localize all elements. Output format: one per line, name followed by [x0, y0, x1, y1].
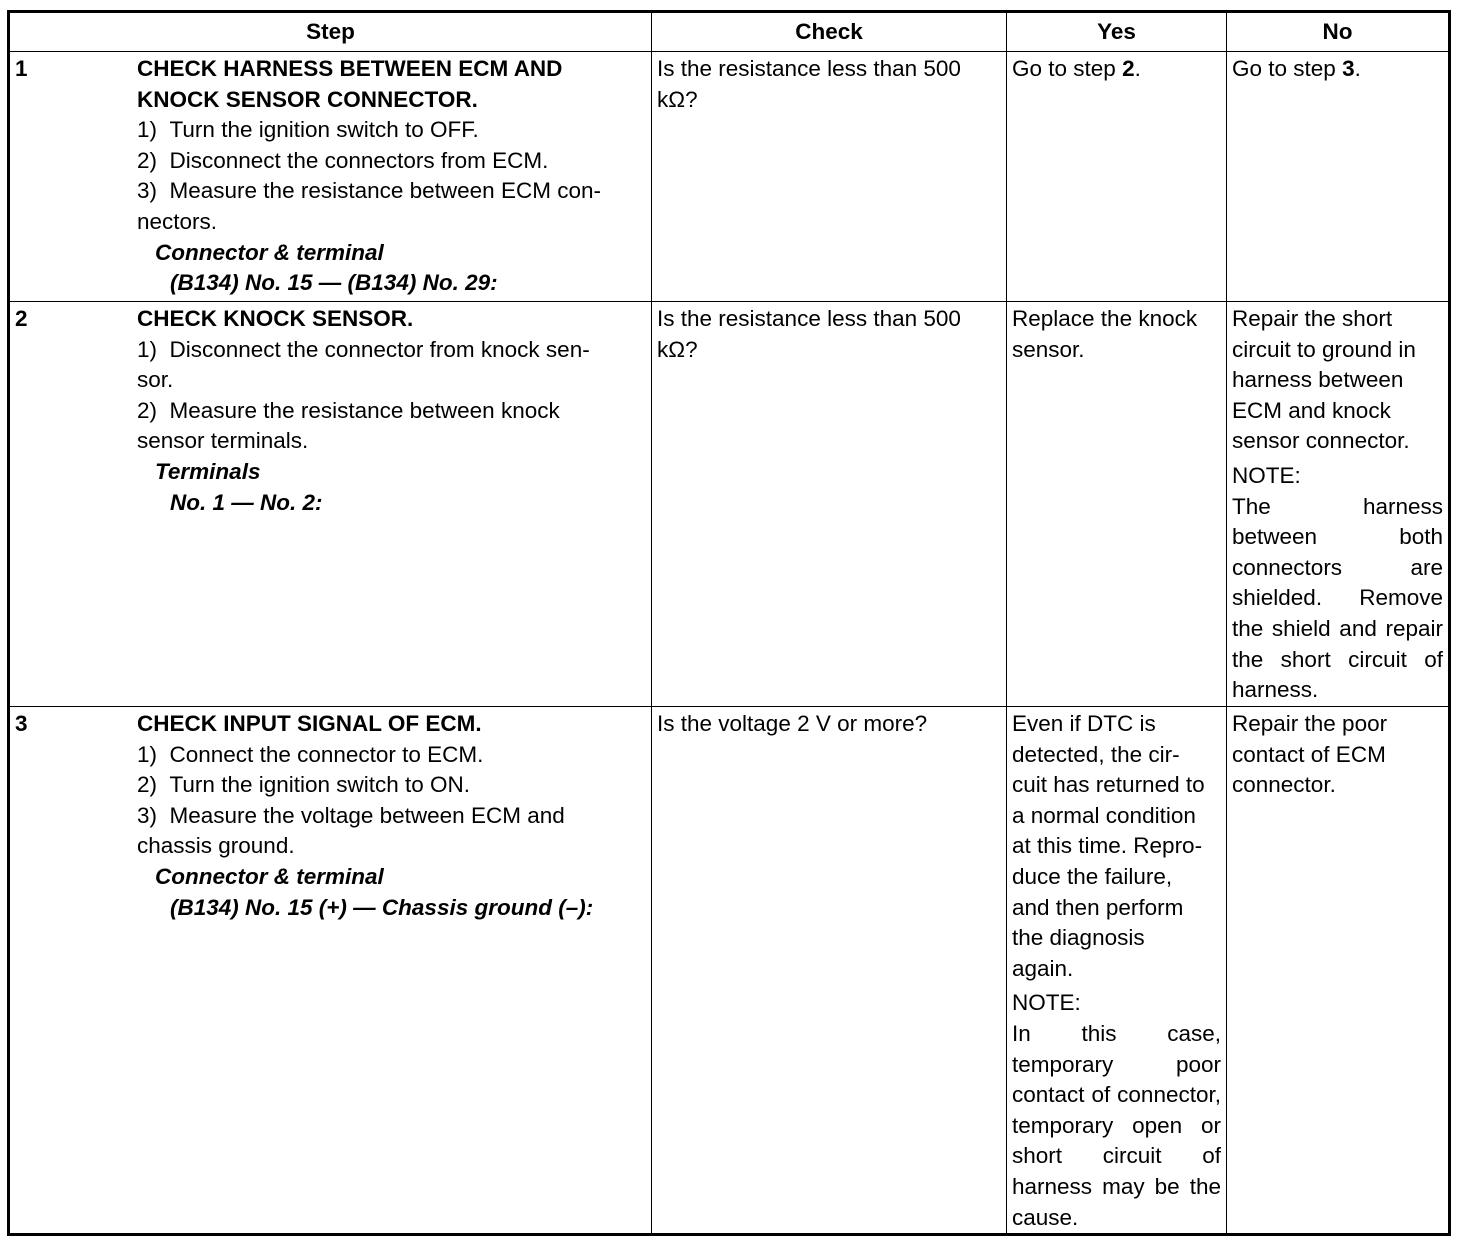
yes-text: Even if DTC is: [1012, 711, 1156, 736]
note-text: In this case, temporary poor contact of connector, temporary open or short circuit of harness may be the cause.: [1012, 1020, 1221, 1230]
yes-text: duce the failure,: [1012, 863, 1173, 889]
check-text: Is the resistance less than 500: [657, 56, 961, 81]
no-text: Go to step: [1232, 56, 1343, 81]
sub-label: Connector & terminal: [155, 863, 384, 889]
diagnostic-table: [7, 10, 1451, 1236]
no-cell: [1227, 52, 1450, 302]
yes-text: again.: [1012, 955, 1074, 981]
step-title: CHECK INPUT SIGNAL OF ECM.: [137, 711, 482, 736]
step-number: 2: [15, 306, 28, 331]
instruction: 2) Measure the resistance between knock: [137, 397, 560, 423]
check-text: Is the resistance less than 500: [657, 306, 961, 331]
step-number: 1: [15, 56, 28, 81]
instruction: sensor terminals.: [137, 428, 309, 454]
instruction: 3) Measure the voltage between ECM and: [137, 802, 565, 828]
instruction: nectors.: [137, 208, 218, 234]
no-step-ref: 3: [1342, 56, 1355, 81]
table-row: [9, 52, 1450, 302]
sub-value: No. 1 — No. 2:: [170, 489, 323, 515]
yes-cell: [1007, 707, 1227, 1235]
header-step: Step: [9, 12, 652, 52]
check-text: Is the voltage 2 V or more?: [657, 711, 928, 736]
sub-value: (B134) No. 15 (+) — Chassis ground (–):: [170, 894, 594, 920]
header-check: Check: [652, 12, 1007, 52]
note-label: NOTE:: [1012, 990, 1081, 1016]
no-text: contact of ECM: [1232, 741, 1386, 767]
instruction: 1) Disconnect the connector from knock sen-: [137, 336, 590, 362]
no-text: circuit to ground in: [1232, 336, 1416, 362]
no-cell: [1227, 302, 1450, 707]
yes-cell: [1007, 52, 1227, 302]
step-cell: [9, 707, 652, 1235]
instruction: 1) Turn the ignition switch to OFF.: [137, 117, 479, 143]
yes-suffix: .: [1134, 56, 1141, 81]
header-no: No: [1227, 12, 1450, 52]
no-text: ECM and knock: [1232, 397, 1391, 423]
note-label: NOTE:: [1232, 462, 1301, 488]
yes-text: cuit has returned to: [1012, 772, 1205, 798]
yes-text: the diagnosis: [1012, 925, 1145, 951]
header-row: [9, 12, 1450, 52]
yes-text: Replace the knock: [1012, 306, 1198, 331]
instruction: 2) Disconnect the connectors from ECM.: [137, 147, 549, 173]
yes-text: a normal condition: [1012, 802, 1196, 828]
no-text: sensor connector.: [1232, 428, 1410, 454]
instruction: chassis ground.: [137, 833, 295, 859]
no-text: connector.: [1232, 772, 1336, 798]
check-text: kΩ?: [657, 86, 698, 112]
step-cell: [9, 52, 652, 302]
table-row: [9, 707, 1450, 1235]
step-cell: [9, 302, 652, 707]
yes-text: and then perform: [1012, 894, 1184, 920]
instruction: 3) Measure the resistance between ECM con-: [137, 178, 601, 204]
step-title: KNOCK SENSOR CONNECTOR.: [137, 86, 478, 112]
no-text: Repair the poor: [1232, 711, 1388, 736]
check-text: kΩ?: [657, 336, 698, 362]
step-title: CHECK HARNESS BETWEEN ECM AND: [137, 56, 563, 81]
note-text: The harness between both connectors are shielded. Remove the shield and repair the short circuit of harness.: [1232, 493, 1443, 703]
yes-text: detected, the cir-: [1012, 741, 1180, 767]
no-cell: [1227, 707, 1450, 1235]
step-title: CHECK KNOCK SENSOR.: [137, 306, 414, 331]
step-number: 3: [15, 711, 28, 736]
sub-label: Connector & terminal: [155, 239, 384, 265]
instruction: 1) Connect the connector to ECM.: [137, 741, 484, 767]
instruction: sor.: [137, 367, 174, 393]
yes-cell: [1007, 302, 1227, 707]
yes-text: sensor.: [1012, 336, 1085, 362]
check-cell: [652, 302, 1007, 707]
check-cell: [652, 52, 1007, 302]
sub-label: Terminals: [155, 458, 261, 484]
yes-step-ref: 2: [1122, 56, 1135, 81]
table-row: [9, 302, 1450, 707]
no-text: Repair the short: [1232, 306, 1393, 331]
yes-text: at this time. Repro-: [1012, 833, 1203, 859]
sub-value: (B134) No. 15 — (B134) No. 29:: [170, 270, 498, 296]
header-yes: Yes: [1007, 12, 1227, 52]
check-cell: [652, 707, 1007, 1235]
instruction: 2) Turn the ignition switch to ON.: [137, 772, 471, 798]
no-text: harness between: [1232, 367, 1404, 393]
no-suffix: .: [1354, 56, 1361, 81]
yes-text: Go to step: [1012, 56, 1123, 81]
